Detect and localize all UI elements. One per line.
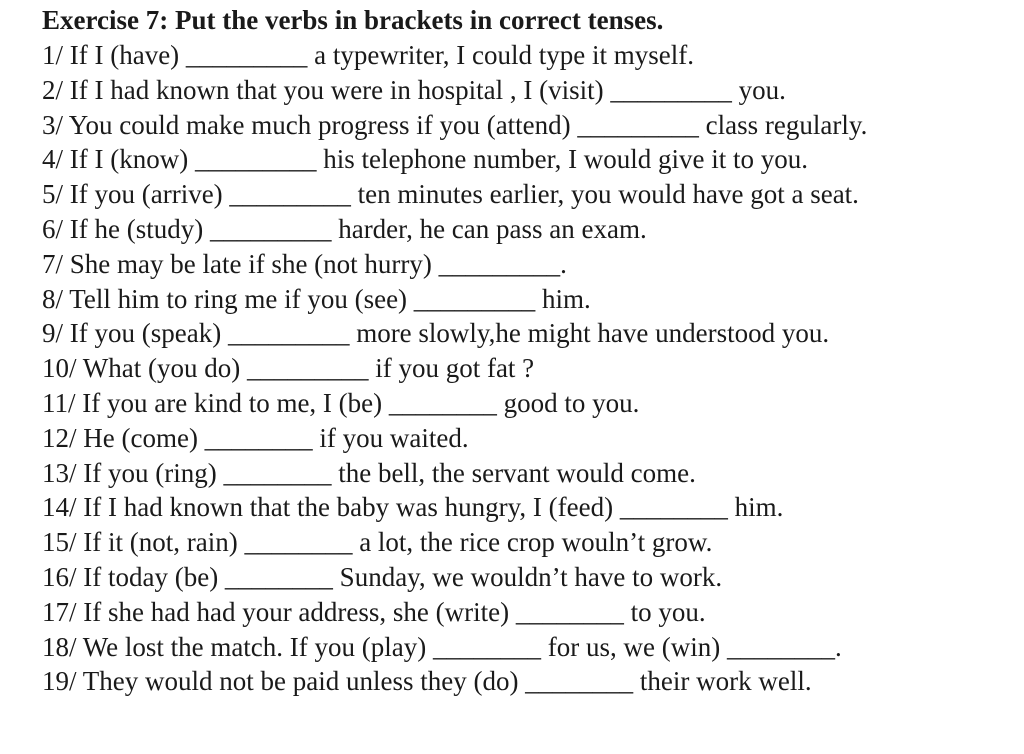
exercise-item: 15/ If it (not, rain) ________ a lot, the rice crop wouln’t grow. [42,527,713,558]
exercise-title: Exercise 7: Put the verbs in brackets in correct tenses. [42,5,664,35]
exercise-item: 10/ What (you do) _________ if you got fat ? [42,353,535,384]
exercise-item: 18/ We lost the match. If you (play) ________ for us, we (win) ________. [42,631,842,662]
exercise-list [42,38,1002,699]
exercise-item: 11/ If you are kind to me, I (be) ________ good to you. [42,387,640,418]
exercise-item: 7/ She may be late if she (not hurry) _________. [42,248,567,279]
exercise-item: 3/ You could make much progress if you (attend) _________ class regularly. [42,109,868,140]
exercise-item: 8/ Tell him to ring me if you (see) _________ him. [42,283,591,314]
exercise-item: 6/ If he (study) _________ harder, he can pass an exam. [42,213,647,244]
exercise-item: 14/ If I had known that the baby was hungry, I (feed) ________ him. [42,492,784,523]
exercise-item: 16/ If today (be) ________ Sunday, we wouldn’t have to work. [42,561,723,592]
exercise-item: 19/ They would not be paid unless they (do) ________ their work well. [42,666,812,697]
exercise-item: 13/ If you (ring) ________ the bell, the servant would come. [42,457,696,488]
exercise-sheet [42,2,1002,699]
exercise-item: 9/ If you (speak) _________ more slowly,he might have understood you. [42,318,830,349]
exercise-item: 12/ He (come) ________ if you waited. [42,422,469,453]
exercise-item: 2/ If I had known that you were in hospital , I (visit) _________ you. [42,74,786,105]
exercise-item: 17/ If she had had your address, she (write) ________ to you. [42,596,706,627]
exercise-item: 1/ If I (have) _________ a typewriter, I could type it myself. [42,40,694,70]
exercise-item: 4/ If I (know) _________ his telephone number, I would give it to you. [42,144,809,175]
exercise-item: 5/ If you (arrive) _________ ten minutes earlier, you would have got a seat. [42,179,859,210]
